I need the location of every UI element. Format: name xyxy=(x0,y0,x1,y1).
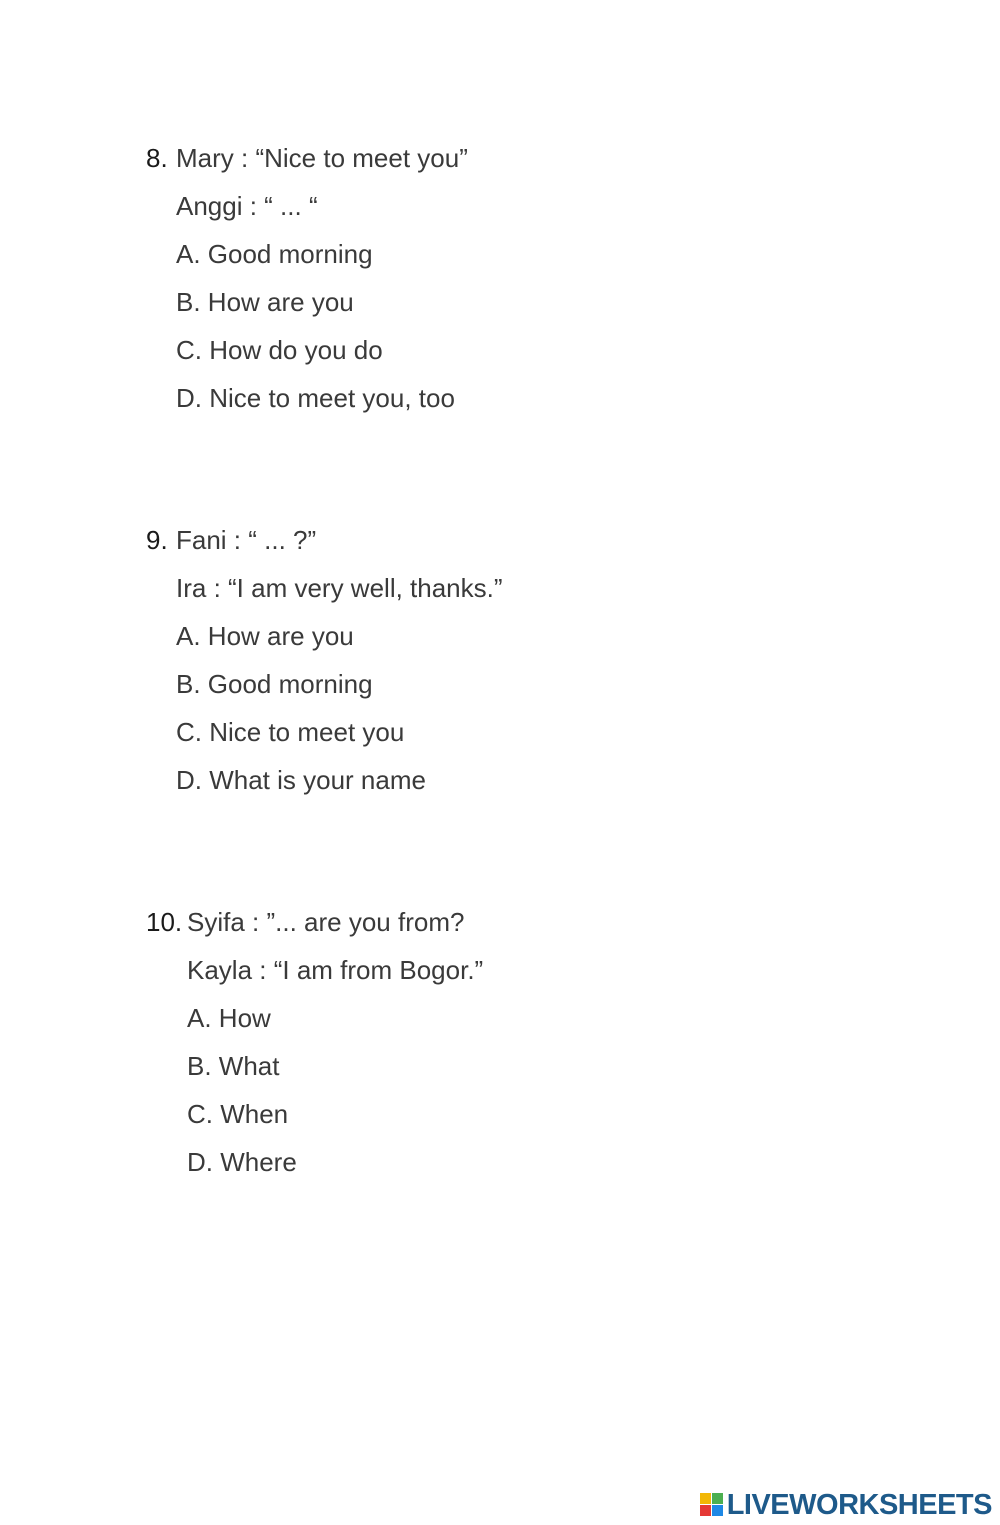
liveworksheets-logo xyxy=(700,1488,992,1522)
question-number: 10. xyxy=(146,907,183,937)
question-prompt: Syifa : ”... are you from? xyxy=(187,907,465,937)
option-b[interactable]: B. What xyxy=(187,1051,280,1081)
option-d[interactable]: D. Where xyxy=(187,1147,297,1177)
question-8 xyxy=(146,134,468,422)
option-d[interactable]: D. Nice to meet you, too xyxy=(176,383,455,413)
question-9 xyxy=(146,516,503,804)
question-number: 8. xyxy=(146,143,168,173)
logo-text: LIVEWORKSHEETS xyxy=(726,1488,992,1521)
option-b[interactable]: B. How are you xyxy=(176,287,354,317)
question-prompt: Fani : “ ... ?” xyxy=(176,525,317,555)
option-a[interactable]: A. Good morning xyxy=(176,239,373,269)
question-10 xyxy=(146,898,483,1186)
option-c[interactable]: C. How do you do xyxy=(176,335,383,365)
question-response: Ira : “I am very well, thanks.” xyxy=(176,573,503,603)
option-a[interactable]: A. How are you xyxy=(176,621,354,651)
logo-square-icon xyxy=(700,1505,711,1516)
question-number: 9. xyxy=(146,525,168,555)
logo-square-icon xyxy=(700,1493,711,1504)
question-response: Kayla : “I am from Bogor.” xyxy=(187,955,484,985)
option-c[interactable]: C. When xyxy=(187,1099,289,1129)
question-response: Anggi : “ ... “ xyxy=(176,191,318,221)
logo-mark-icon xyxy=(700,1493,724,1517)
question-prompt: Mary : “Nice to meet you” xyxy=(176,143,468,173)
option-b[interactable]: B. Good morning xyxy=(176,669,373,699)
logo-square-icon xyxy=(712,1505,723,1516)
option-a[interactable]: A. How xyxy=(187,1003,271,1033)
logo-square-icon xyxy=(712,1493,723,1504)
option-d[interactable]: D. What is your name xyxy=(176,765,426,795)
option-c[interactable]: C. Nice to meet you xyxy=(176,717,405,747)
